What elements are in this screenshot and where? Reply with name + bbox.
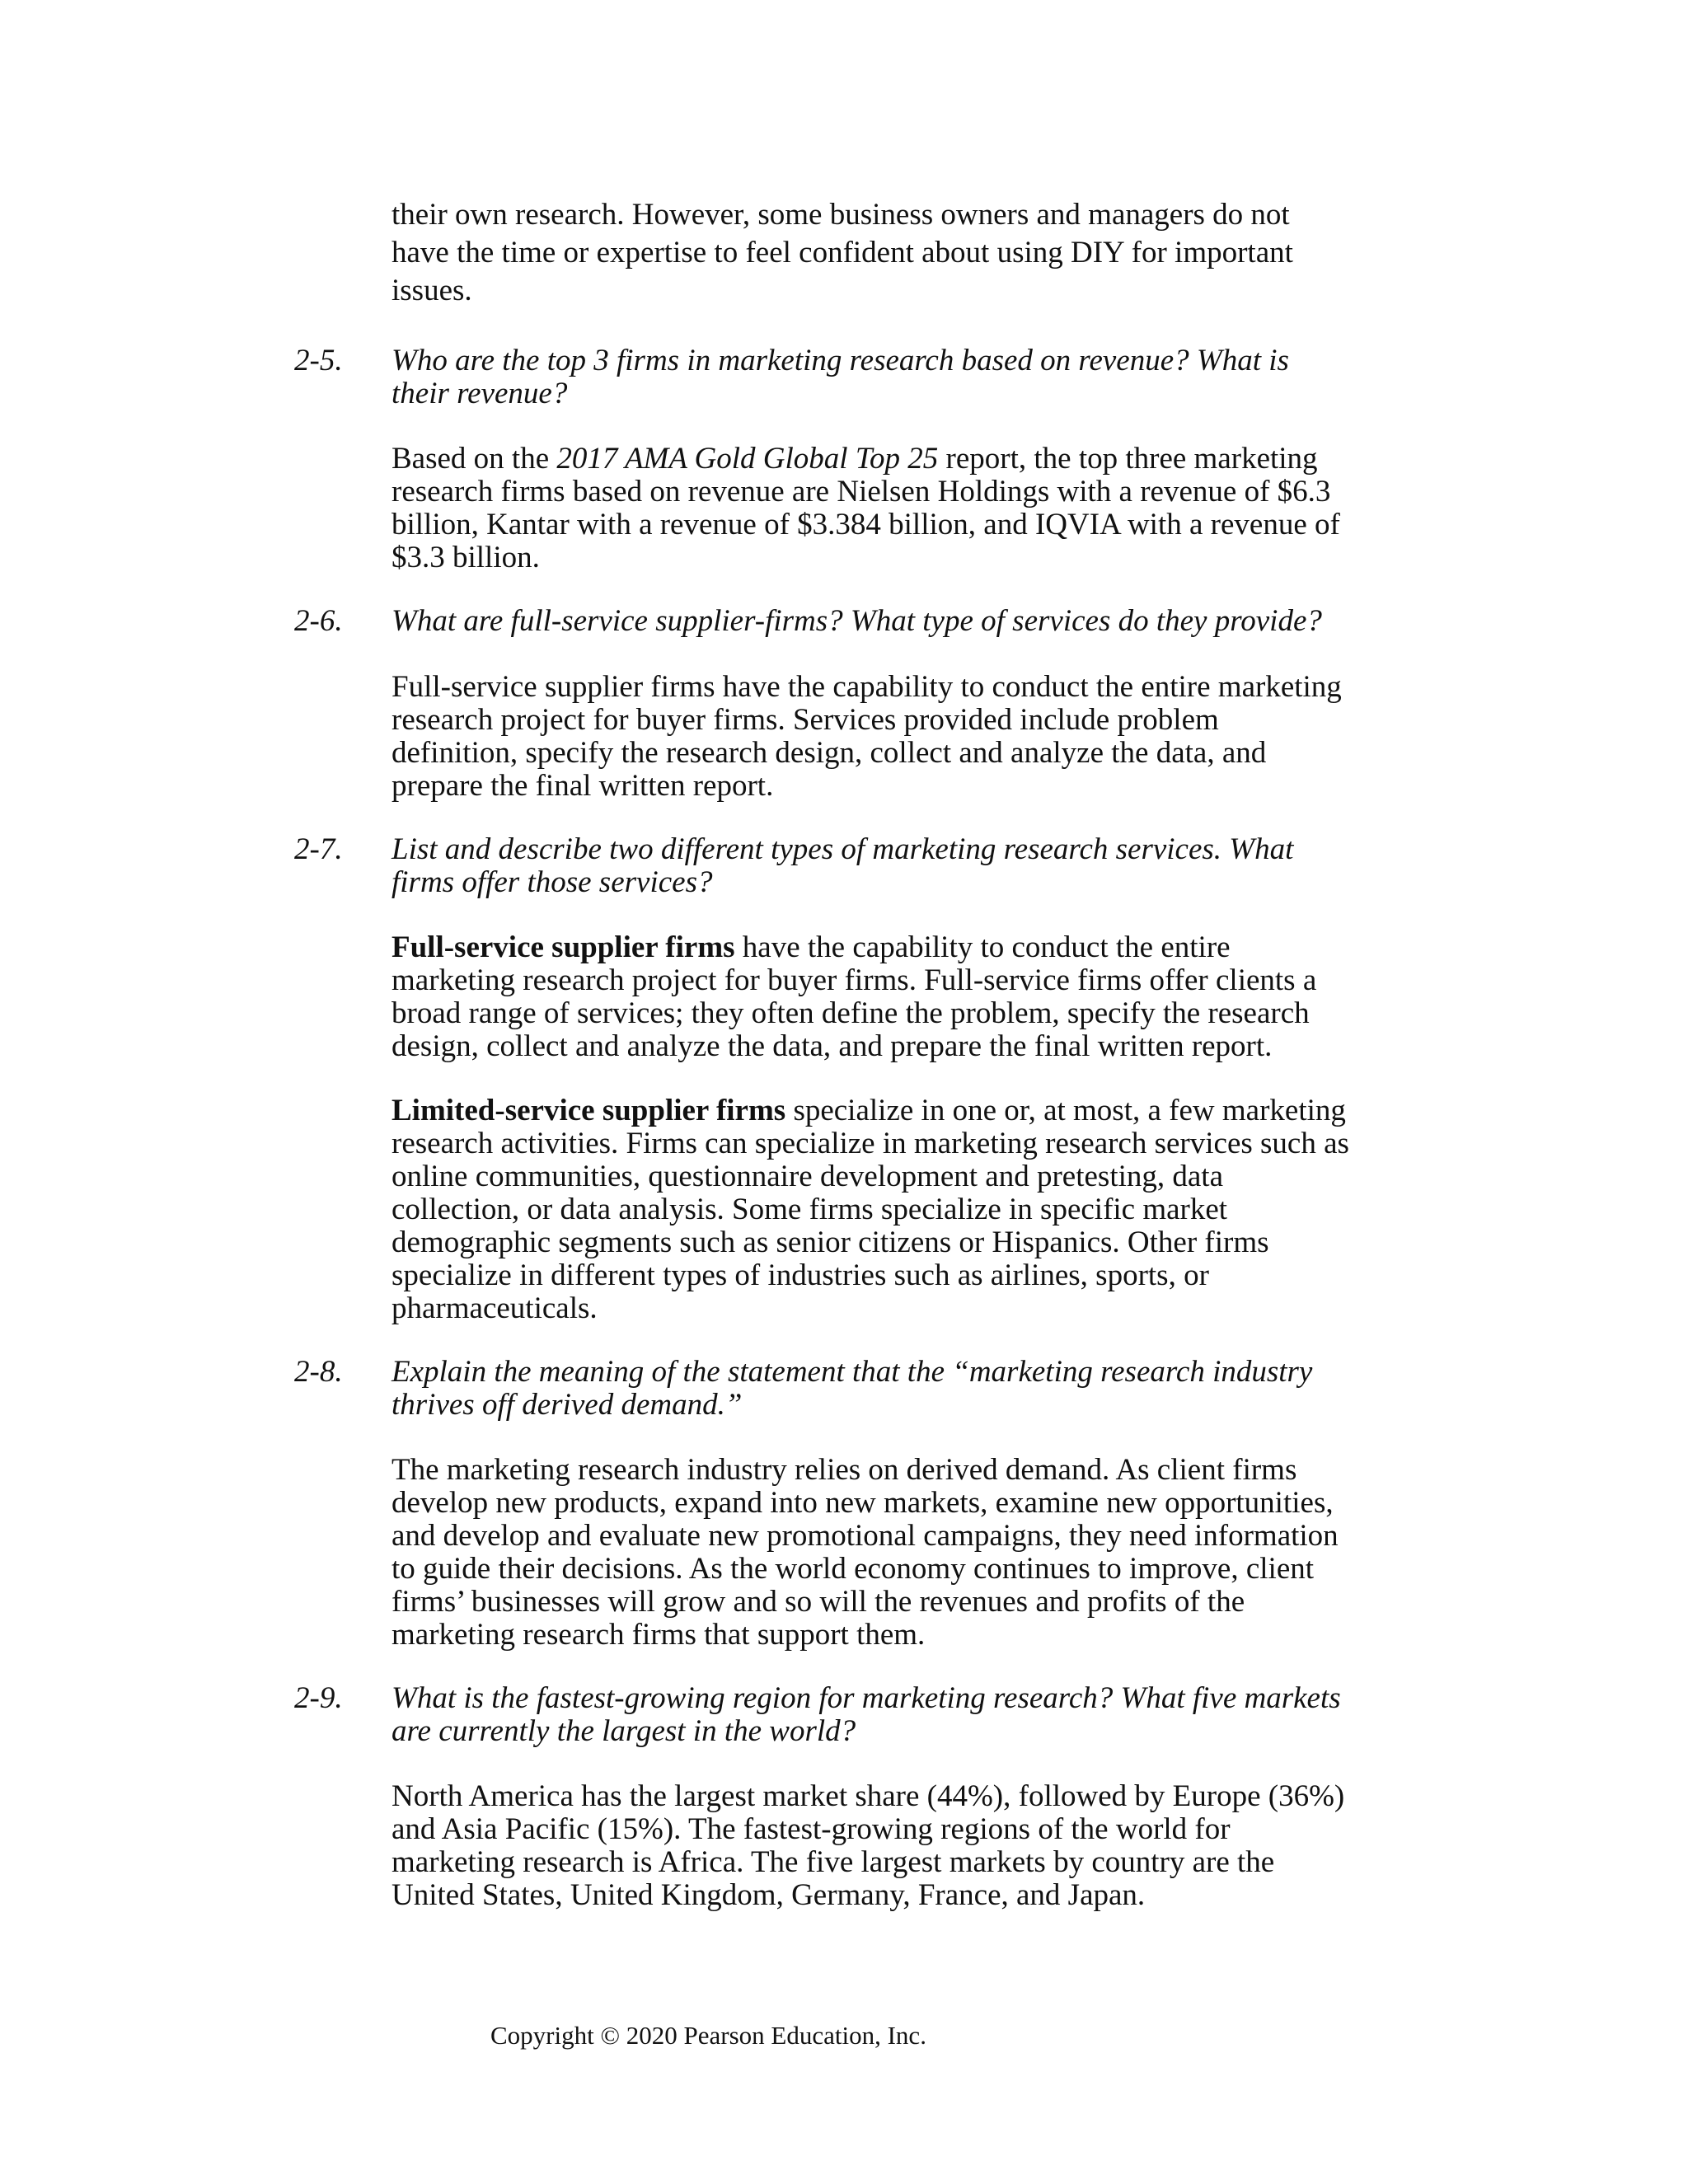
term-limited-service: Limited-service supplier firms <box>392 1094 786 1127</box>
text-line: prepare the final written report. <box>392 769 774 803</box>
text-line: What is the fastest-growing region for marketing research? What five markets <box>392 1681 1341 1715</box>
text-line: specialize in different types of industries such as airlines, sports, or <box>392 1258 1209 1292</box>
text-line: Full-service supplier firms have the capability to conduct the entire marketing <box>392 670 1342 704</box>
text-line: issues. <box>392 274 472 307</box>
text-line: thrives off derived demand.” <box>392 1388 743 1422</box>
question-number: 2-6. <box>294 604 343 638</box>
text-line: definition, specify the research design, collect and analyze the data, and <box>392 736 1267 770</box>
text-line: their revenue? <box>392 377 568 410</box>
text-line: demographic segments such as senior citizens or Hispanics. Other firms <box>392 1226 1269 1259</box>
copyright-footer: Copyright © 2020 Pearson Education, Inc. <box>490 2021 926 2050</box>
text-line: research activities. Firms can specialize in marketing research services such as <box>392 1127 1349 1160</box>
text-line: $3.3 billion. <box>392 541 540 574</box>
text-line: The marketing research industry relies on derived demand. As client firms <box>392 1453 1297 1487</box>
text-run: have the capability to conduct the entire <box>734 930 1231 964</box>
text-line: marketing research project for buyer firms. Full-service firms offer clients a <box>392 963 1317 997</box>
answer-paragraph <box>392 1094 1463 1325</box>
text-line: Explain the meaning of the statement that the “marketing research industry <box>392 1355 1313 1389</box>
text-line: and develop and evaluate new promotional campaigns, they need information <box>392 1519 1339 1553</box>
text-line: marketing research firms that support them. <box>392 1618 926 1652</box>
question-number: 2-7. <box>294 832 343 866</box>
answer-paragraph <box>392 1780 1463 1912</box>
question-number: 2-9. <box>294 1681 343 1715</box>
text-line: research firms based on revenue are Nielsen Holdings with a revenue of $6.3 <box>392 475 1331 509</box>
question-text <box>392 833 1463 899</box>
text-line: What are full-service supplier-firms? What type of services do they provide? <box>392 604 1322 638</box>
text-line: pharmaceuticals. <box>392 1291 598 1325</box>
text-line: Who are the top 3 firms in marketing research based on revenue? What is <box>392 344 1289 377</box>
answer-paragraph <box>392 931 1463 1063</box>
answer-paragraph <box>392 443 1463 574</box>
text-line: their own research. However, some business owners and managers do not <box>392 198 1290 232</box>
text-line: develop new products, expand into new markets, examine new opportunities, <box>392 1486 1334 1520</box>
text-line: North America has the largest market share (44%), followed by Europe (36%) <box>392 1779 1345 1813</box>
text-run: Based on the <box>392 442 557 476</box>
text-line: to guide their decisions. As the world economy continues to improve, client <box>392 1552 1315 1586</box>
text-run: specialize in one or, at most, a few marketing <box>785 1094 1346 1127</box>
answer-paragraph <box>392 671 1463 803</box>
text-line: United States, United Kingdom, Germany, France, and Japan. <box>392 1878 1146 1912</box>
question-text <box>392 344 1463 410</box>
text-line: broad range of services; they often define the problem, specify the research <box>392 996 1310 1030</box>
answer-paragraph <box>392 1454 1463 1652</box>
text-run: report, the top three marketing <box>938 442 1318 476</box>
text-line: firms’ businesses will grow and so will the revenues and profits of the <box>392 1585 1245 1619</box>
text-line: marketing research is Africa. The five largest markets by country are the <box>392 1845 1275 1879</box>
text-line: are currently the largest in the world? <box>392 1714 856 1748</box>
text-line: billion, Kantar with a revenue of $3.384 billion, and IQVIA with a revenue of <box>392 508 1340 541</box>
question-text <box>392 1682 1463 1748</box>
question-text <box>392 605 1463 638</box>
intro-paragraph <box>392 196 1463 310</box>
text-line <box>392 931 1463 964</box>
text-line: and Asia Pacific (15%). The fastest-growing regions of the world for <box>392 1812 1231 1846</box>
term-full-service: Full-service supplier firms <box>392 930 735 964</box>
text-line: online communities, questionnaire development and pretesting, data <box>392 1160 1224 1193</box>
report-title: 2017 AMA Gold Global Top 25 <box>556 442 939 476</box>
text-line <box>392 443 1463 476</box>
text-line: firms offer those services? <box>392 865 713 899</box>
question-number: 2-5. <box>294 344 343 377</box>
text-line: research project for buyer firms. Services provided include problem <box>392 703 1219 737</box>
question-number: 2-8. <box>294 1355 343 1389</box>
question-text <box>392 1356 1463 1422</box>
text-line: design, collect and analyze the data, and prepare the final written report. <box>392 1029 1273 1063</box>
text-line <box>392 1094 1463 1127</box>
text-line: collection, or data analysis. Some firms specialize in specific market <box>392 1193 1228 1226</box>
text-line: have the time or expertise to feel confident about using DIY for important <box>392 236 1293 269</box>
text-line: List and describe two different types of marketing research services. What <box>392 832 1294 866</box>
